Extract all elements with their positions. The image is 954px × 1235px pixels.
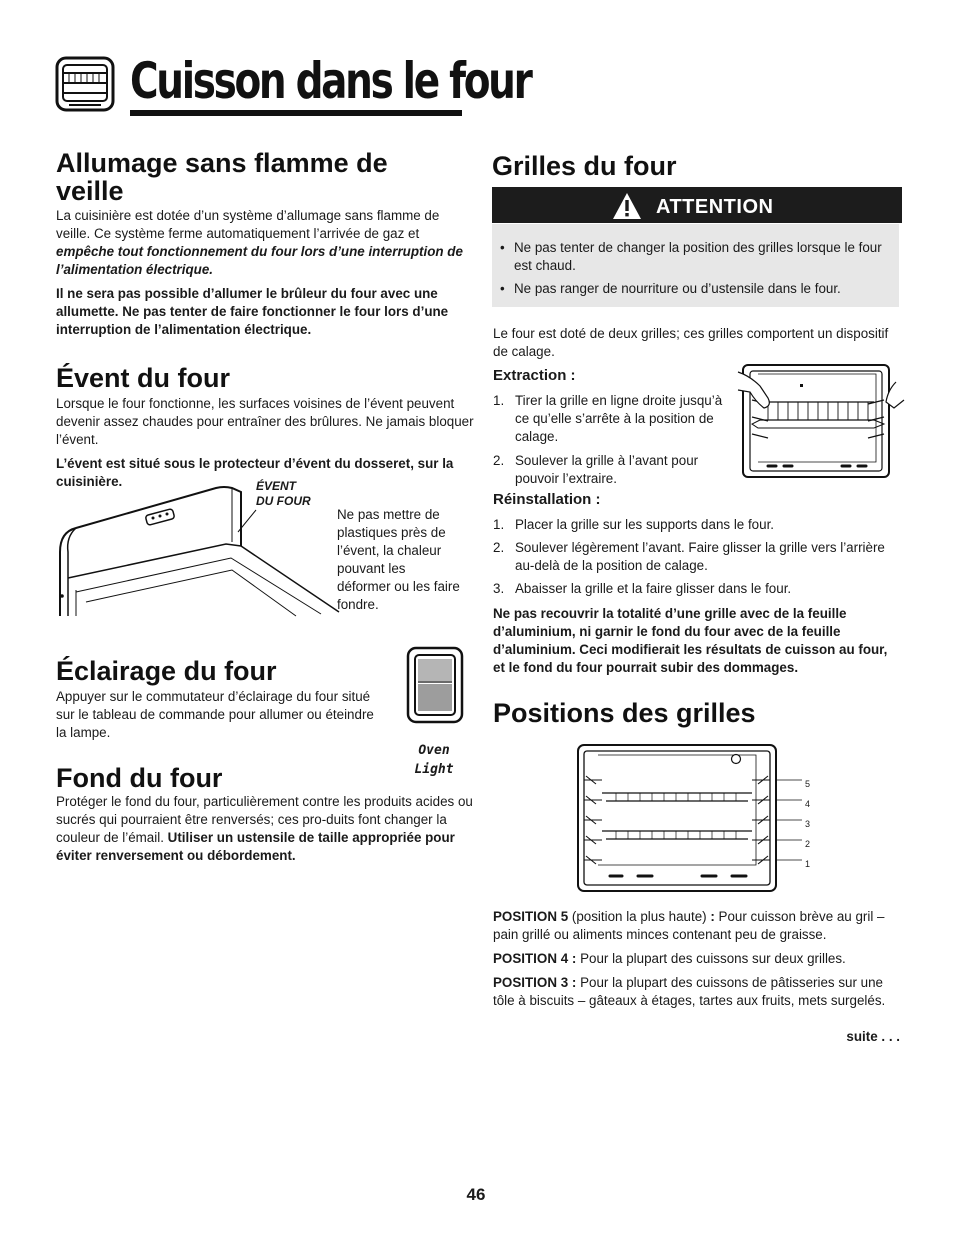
extraction-steps [493,392,731,488]
heading-fond: Fond du four [56,763,223,793]
heading-allumage: Allumage sans flamme de veille [56,148,388,206]
extraction-step: 1. Tirer la grille en ligne droite jusqu’à ce qu’elle s’arrête à la position de calage. [493,393,723,444]
page-title: Cuisson dans le four [130,52,531,110]
reinstall-step: 1. Placer la grille sur les supports dans le four. [493,517,775,532]
rack-number: 1 [805,859,811,869]
reinstall-steps [493,516,901,598]
grilles-intro: Le four est doté de deux grilles; ces grilles comportent un dispositif de calage. [493,326,889,359]
heading-eclairage: Éclairage du four [56,656,277,686]
vent-caption-line2: DU FOUR [256,494,311,508]
oven-light-label-line1: Oven [418,743,450,758]
oven-light-switch-icon [406,646,464,724]
reinstall-step: 3. Abaisser la grille et la faire glisser dans le four. [493,581,792,596]
fond-text [56,793,474,865]
rack-extraction-illustration [738,362,904,480]
heading-grilles: Grilles du four [492,151,677,181]
heading-positions: Positions des grilles [493,698,756,728]
aluminium-warning: Ne pas recouvrir la totalité d’une grille avec de la feuille d’aluminium, ni garnir le fond du four avec de la feuille d’aluminium. Ceci modifierait les résultats de cuisson au four, et le fond du four pourrait subir des dommages. [493,606,888,675]
extraction-heading: Extraction : [493,367,576,384]
fond-p1-a: Protéger le fond du four, particulièrement contre les produits acides ou sucrés qui pourraient être renversés; ces pro-duits font changer la couleur de l’émail. [56,794,473,845]
allumage-p2: Il ne sera pas possible d’allumer le brûleur du four avec une allumette. Ne pas tenter de faire fonctionner le four lors d’une interruption de l’alimentation électrique. [56,286,449,337]
reinstall-step: 2. Soulever légèrement l’avant. Faire glisser la grille vers l’arrière au-delà de la position de calage. [493,540,885,573]
allumage-text [56,207,474,339]
rack-number-labels [805,774,810,874]
rack-number: 4 [805,799,811,809]
warning-icon [612,192,642,220]
reinstall-heading: Réinstallation : [493,491,601,508]
eclairage-text: Appuyer sur le commutateur d’éclairage du four situé sur le tableau de commande pour allumer ou éteindre la lampe. [56,689,374,740]
attention-item: • Ne pas tenter de changer la position des grilles lorsque le four est chaud. [492,239,892,275]
rack-number: 5 [805,779,811,789]
event-p1: Lorsque le four fonctionne, les surfaces voisines de l’évent peuvent devenir assez chaudes pour entraîner des brûlures. Ne jamais bloquer l’évent. [56,396,474,447]
event-p2: L’évent est situé sous le protecteur d’évent du dosseret, sur la cuisinière. [56,456,454,489]
attention-label: ATTENTION [656,196,774,218]
allumage-p1-a: La cuisinière est dotée d’un système d’allumage sans flamme de veille. Ce système ferme automatiquement l’arrivée de gaz et [56,208,440,241]
oven-icon [55,56,115,112]
position-item: POSITION 4 : Pour la plupart des cuissons sur deux grilles. [493,951,846,966]
attention-item: • Ne pas ranger de nourriture ou d’ustensile dans le four. [492,280,892,298]
position-item: POSITION 3 : Pour la plupart des cuissons de pâtisseries sur une tôle à biscuits – gâteaux à étages, tartes aux fruits, mets surgelés. [493,975,886,1008]
rack-positions-illustration [576,743,812,893]
page-number: 46 [466,1185,486,1204]
allumage-p1-b: empêche tout fonctionnement du four lors d’une interruption de l’alimentation électrique. [56,244,463,277]
oven-light-label-line2: Light [414,762,454,777]
oven-light-label [404,741,464,779]
title-underline [130,110,462,116]
vent-caption-line1: ÉVENT [256,479,297,493]
vent-caption [256,479,311,509]
fond-p1-b: Utiliser un ustensile de taille appropriée pour éviter renversement ou débordement. [56,830,455,863]
rack-number: 3 [805,819,811,829]
event-text [56,395,474,491]
positions-list [493,908,901,1010]
position-item: POSITION 5 (position la plus haute) : Pour cuisson brève au gril – pain grillé ou aliments minces contenant peu de graisse. [493,909,885,942]
extraction-step: 2. Soulever la grille à l’avant pour pouvoir l’extraire. [493,453,699,486]
continued-label: suite . . . [846,1029,900,1044]
attention-list [492,239,892,298]
rack-number: 2 [805,839,811,849]
vent-side-note: Ne pas mettre de plastiques près de l’évent, la chaleur pouvant les déformer ou les faire fondre. [337,507,460,612]
heading-event: Évent du four [56,363,230,393]
